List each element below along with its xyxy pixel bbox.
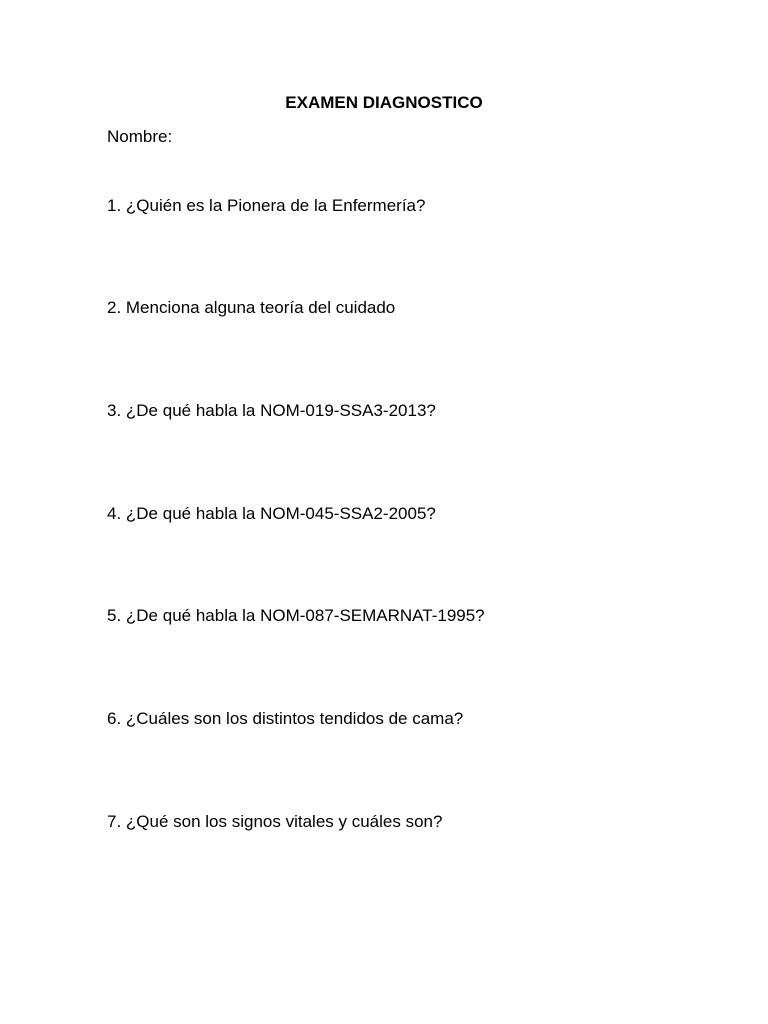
question-1: 1. ¿Quién es la Pionera de la Enfermería? xyxy=(107,196,426,215)
question-7: 7. ¿Qué son los signos vitales y cuáles son? xyxy=(107,812,443,831)
question-5: 5. ¿De qué habla la NOM-087-SEMARNAT-1995? xyxy=(107,606,485,625)
question-2: 2. Menciona alguna teoría del cuidado xyxy=(107,298,396,317)
name-label: Nombre: xyxy=(107,127,173,146)
question-3: 3. ¿De qué habla la NOM-019-SSA3-2013? xyxy=(107,401,436,420)
question-6: 6. ¿Cuáles son los distintos tendidos de cama? xyxy=(107,709,464,728)
question-4: 4. ¿De qué habla la NOM-045-SSA2-2005? xyxy=(107,504,436,523)
page-title: EXAMEN DIAGNOSTICO xyxy=(285,93,483,112)
